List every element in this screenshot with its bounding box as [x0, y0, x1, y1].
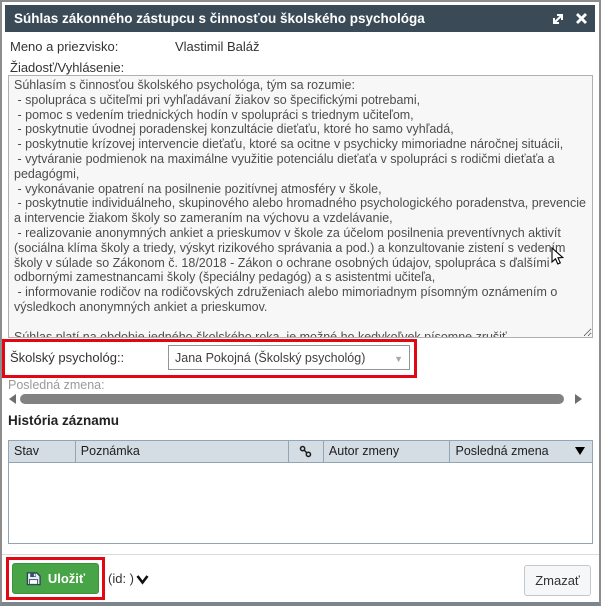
column-header-autor-zmeny[interactable]: Autor zmeny	[324, 441, 451, 462]
psychologist-selected-value: Jana Pokojná (Školský psychológ)	[175, 350, 366, 365]
name-value: Vlastimil Baláž	[175, 39, 260, 54]
chevron-down-icon: ▼	[394, 353, 403, 364]
column-header-stav[interactable]: Stav	[9, 441, 76, 462]
history-table	[8, 440, 593, 544]
sort-desc-icon	[575, 447, 585, 455]
save-icon	[26, 571, 41, 586]
chevron-down-icon[interactable]	[135, 573, 150, 586]
save-button-label: Uložiť	[47, 571, 86, 586]
request-label: Žiadosť/Vyhlásenie:	[10, 60, 125, 75]
scrollbar-thumb[interactable]	[20, 394, 564, 404]
column-header-attachment[interactable]	[289, 441, 324, 462]
record-id-label: (id: )	[108, 570, 134, 586]
resize-diagonal-icon[interactable]	[551, 12, 565, 26]
horizontal-scrollbar[interactable]	[2, 392, 595, 406]
column-header-poznamka[interactable]: Poznámka	[76, 441, 289, 462]
request-textarea[interactable]	[8, 75, 593, 338]
last-change-label: Posledná zmena:	[8, 378, 105, 392]
link-icon	[299, 445, 312, 458]
scroll-left-icon[interactable]	[9, 394, 16, 404]
close-icon[interactable]	[575, 12, 588, 25]
delete-button-label: Zmazať	[535, 573, 580, 588]
psychologist-select[interactable]	[168, 345, 410, 370]
dialog-titlebar[interactable]	[5, 5, 595, 32]
history-table-body	[9, 463, 592, 543]
name-label: Meno a priezvisko:	[10, 39, 119, 54]
save-button[interactable]	[12, 563, 99, 594]
delete-button[interactable]	[524, 565, 591, 596]
history-table-header	[9, 441, 592, 463]
psychologist-label: Školský psychológ::	[10, 350, 125, 365]
dialog-title: Súhlas zákonného zástupcu s činnosťou školského psychológa	[14, 11, 425, 26]
scroll-right-icon[interactable]	[575, 394, 582, 404]
footer-divider	[2, 554, 599, 555]
history-heading: História záznamu	[8, 413, 120, 428]
column-header-posledna-zmena[interactable]: Posledná zmena	[450, 441, 592, 462]
